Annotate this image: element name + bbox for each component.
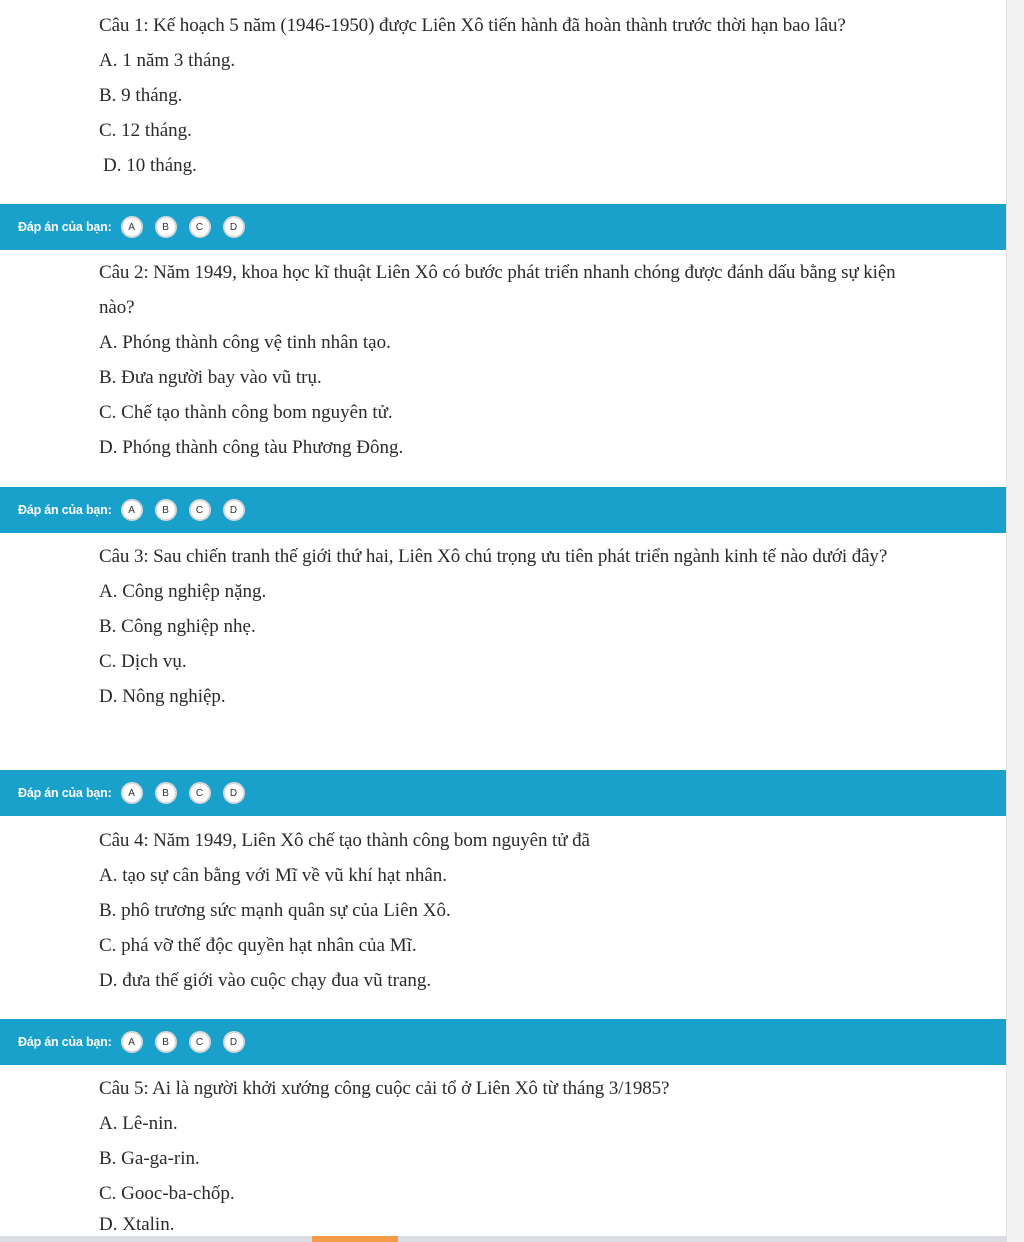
- question-5-option-d[interactable]: D. Xtalin.: [99, 1214, 175, 1235]
- question-4-text: Câu 4: Năm 1949, Liên Xô chế tạo thành công bom nguyên tử đã: [99, 830, 590, 851]
- answer-2-choice-a[interactable]: A: [121, 499, 143, 521]
- answer-2-choice-b[interactable]: B: [155, 499, 177, 521]
- question-4-option-b[interactable]: B. phô trương sức mạnh quân sự của Liên Xô.: [99, 900, 451, 921]
- question-3: [0, 539, 1006, 714]
- answer-label: Đáp án của bạn:: [18, 786, 112, 800]
- vertical-scrollbar-track[interactable]: [1006, 0, 1024, 1242]
- question-3-option-d[interactable]: D. Nông nghiệp.: [99, 686, 226, 707]
- question-1-option-d[interactable]: D. 10 tháng.: [103, 155, 197, 176]
- horizontal-scrollbar[interactable]: [0, 1236, 1006, 1242]
- question-1-option-c[interactable]: C. 12 tháng.: [99, 120, 192, 141]
- answer-bar-1: [0, 204, 1006, 250]
- question-4-option-c[interactable]: C. phá vỡ thế độc quyền hạt nhân của Mĩ.: [99, 935, 417, 956]
- answer-3-choice-b[interactable]: B: [155, 782, 177, 804]
- question-2-option-d[interactable]: D. Phóng thành công tàu Phương Đông.: [99, 437, 404, 458]
- answer-2-choice-d[interactable]: D: [223, 499, 245, 521]
- question-2-option-b[interactable]: B. Đưa người bay vào vũ trụ.: [99, 367, 322, 388]
- answer-bar-2: [0, 487, 1006, 533]
- answer-1-choice-b[interactable]: B: [155, 216, 177, 238]
- answer-label: Đáp án của bạn:: [18, 503, 112, 517]
- answer-3-choice-d[interactable]: D: [223, 782, 245, 804]
- answer-bar-3: [0, 770, 1006, 816]
- question-1-text: Câu 1: Kế hoạch 5 năm (1946-1950) được Liên Xô tiến hành đã hoàn thành trước thời hạn bao lâu?: [99, 15, 846, 36]
- question-5: [0, 1071, 1006, 1239]
- answer-3-choice-c[interactable]: C: [189, 782, 211, 804]
- question-5-option-b[interactable]: B. Ga-ga-rin.: [99, 1148, 200, 1169]
- question-5-option-c[interactable]: C. Gooc-ba-chốp.: [99, 1183, 235, 1204]
- answer-label: Đáp án của bạn:: [18, 1035, 112, 1049]
- answer-label: Đáp án của bạn:: [18, 220, 112, 234]
- answer-bar-4: [0, 1019, 1006, 1065]
- answer-4-choice-d[interactable]: D: [223, 1031, 245, 1053]
- question-2-option-c[interactable]: C. Chế tạo thành công bom nguyên tử.: [99, 402, 393, 423]
- question-3-option-b[interactable]: B. Công nghiệp nhẹ.: [99, 616, 256, 637]
- answer-1-choice-a[interactable]: A: [121, 216, 143, 238]
- question-3-option-c[interactable]: C. Dịch vụ.: [99, 651, 187, 672]
- question-3-text: Câu 3: Sau chiến tranh thế giới thứ hai, Liên Xô chú trọng ưu tiên phát triển ngành kinh tế nào dưới đây?: [99, 546, 888, 567]
- question-3-option-a[interactable]: A. Công nghiệp nặng.: [99, 581, 267, 602]
- question-4-option-d[interactable]: D. đưa thế giới vào cuộc chạy đua vũ trang.: [99, 970, 432, 991]
- answer-1-choice-d[interactable]: D: [223, 216, 245, 238]
- question-2: [0, 255, 1006, 465]
- answer-4-choice-a[interactable]: A: [121, 1031, 143, 1053]
- question-4: [0, 823, 1006, 998]
- answer-4-choice-b[interactable]: B: [155, 1031, 177, 1053]
- scrollbar-thumb[interactable]: [312, 1236, 398, 1242]
- answer-4-choice-c[interactable]: C: [189, 1031, 211, 1053]
- answer-3-choice-a[interactable]: A: [121, 782, 143, 804]
- answer-1-choice-c[interactable]: C: [189, 216, 211, 238]
- question-5-option-a[interactable]: A. Lê-nin.: [99, 1113, 178, 1134]
- question-4-option-a[interactable]: A. tạo sự cân bằng với Mĩ về vũ khí hạt nhân.: [99, 865, 448, 886]
- question-1-option-a[interactable]: A. 1 năm 3 tháng.: [99, 50, 236, 71]
- question-1-option-b[interactable]: B. 9 tháng.: [99, 85, 183, 106]
- question-5-text: Câu 5: Ai là người khởi xướng công cuộc cải tổ ở Liên Xô từ tháng 3/1985?: [99, 1078, 670, 1099]
- answer-2-choice-c[interactable]: C: [189, 499, 211, 521]
- question-2-option-a[interactable]: A. Phóng thành công vệ tinh nhân tạo.: [99, 332, 391, 353]
- question-1: [0, 8, 1006, 183]
- question-2-text: Câu 2: Năm 1949, khoa học kĩ thuật Liên Xô có bước phát triển nhanh chóng được đánh dấu bằng sự kiện nào?: [99, 262, 896, 318]
